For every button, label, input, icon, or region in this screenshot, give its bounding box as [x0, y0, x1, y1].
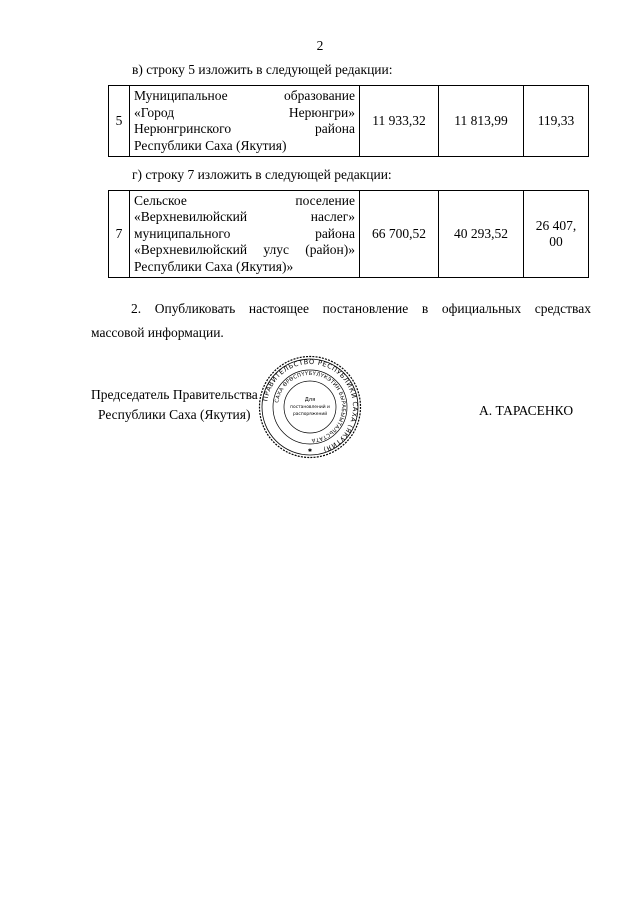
name-line: «Город Нерюнгри» — [134, 104, 355, 120]
table-row — [109, 86, 589, 157]
section-2-line: массовой информации. — [91, 325, 224, 340]
amend-row-5-intro: в) строку 5 изложить в следующей редакции: — [132, 62, 393, 77]
table-row-7 — [108, 190, 589, 278]
seal-center-line: распоряжений — [292, 412, 328, 417]
row-number: 5 — [109, 86, 130, 157]
signatory-title-line: Председатель Правительства — [91, 387, 258, 402]
name-line: Нерюнгринского района — [134, 121, 355, 136]
seal-graphic — [258, 355, 362, 459]
section-2-publication — [91, 297, 591, 345]
amend-row-7-intro: г) строку 7 изложить в следующей редакции: — [132, 167, 392, 182]
value-cell: 66 700,52 — [360, 191, 439, 278]
seal-inner-text: САХА ӨРӨСПҮҮБҮЛҮКЭТИН БЫРАБЫЫТАЛЬСТАТА — [274, 370, 347, 444]
name-line: «Верхневилюйский наслег» — [134, 209, 355, 225]
name-line: Сельское поселение — [134, 192, 355, 208]
page-number: 2 — [316, 38, 324, 53]
seal-outer-text: ПРАВИТЕЛЬСТВО РЕСПУБЛИКИ САХА (ЯКУТИЯ) — [261, 357, 360, 454]
name-line: Республики Саха (Якутия) — [134, 137, 287, 153]
row-number: 7 — [109, 191, 130, 278]
value-line: 26 407, — [535, 217, 577, 233]
signatory-name: А. ТАРАСЕНКО — [479, 403, 574, 418]
value-cell: 11 933,32 — [360, 86, 439, 157]
seal-star-icon: ✱ — [307, 448, 313, 454]
seal-center-line: постановлений и — [290, 405, 330, 410]
municipality-name — [130, 86, 360, 157]
table-row-5 — [108, 85, 589, 157]
value-line: 00 — [549, 234, 563, 249]
value-cell: 11 813,99 — [439, 86, 524, 157]
value-cell: 40 293,52 — [439, 191, 524, 278]
signatory-title — [91, 385, 258, 425]
value-cell — [524, 191, 589, 278]
name-line: Республики Саха (Якутия)» — [134, 258, 294, 274]
official-seal — [258, 355, 362, 463]
seal-center-line: Для — [304, 397, 316, 403]
name-line: «Верхневилюйский улус (район)» — [134, 242, 355, 258]
name-line: Муниципальное образование — [134, 88, 355, 103]
municipality-name — [130, 191, 360, 278]
value-cell: 119,33 — [524, 86, 589, 157]
table-row — [109, 191, 589, 278]
name-line: муниципального района — [134, 225, 355, 241]
signatory-title-line: Республики Саха (Якутия) — [98, 407, 251, 422]
section-2-line: 2. Опубликовать настоящее постановление в официальных средствах — [131, 301, 591, 316]
